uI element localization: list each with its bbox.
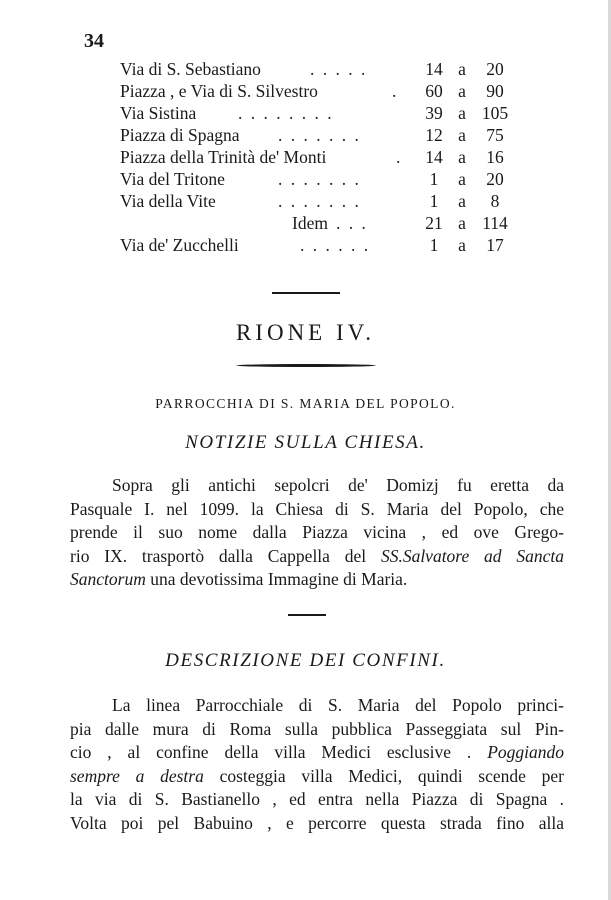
parish-title: PARROCCHIA DI S. MARIA DEL POPOLO.: [155, 396, 456, 411]
leader-dots: . . . . . . .: [278, 169, 361, 189]
middle-divider: [288, 614, 326, 616]
house-number-to: 20: [486, 59, 504, 79]
italic-segment: SS.Salvatore ad Sancta: [380, 545, 564, 566]
street-name: Via Sistina: [120, 103, 197, 123]
street-row: [120, 146, 520, 168]
street-name: Piazza di Spagna: [120, 125, 240, 145]
church-notes-paragraph: [70, 474, 564, 592]
top-divider: [272, 292, 340, 294]
street-name: Piazza , e Via di S. Silvestro: [120, 81, 318, 101]
text-line: [70, 568, 564, 592]
street-name: Piazza della Trinità de' Monti: [120, 147, 327, 167]
house-number-from: 12: [425, 125, 443, 145]
street-name: Via della Vite: [120, 191, 216, 211]
text-line: [70, 545, 564, 569]
street-row: [120, 102, 520, 124]
house-number-from: 21: [425, 213, 443, 233]
text-segment: cio , al confine della villa Medici esclusive .: [70, 742, 488, 762]
range-separator: a: [458, 147, 466, 167]
house-number-to: 16: [486, 147, 504, 167]
house-number-to: 114: [482, 213, 508, 233]
house-number-from: 60: [425, 81, 443, 101]
leader-dots: . . . . . . .: [278, 191, 361, 211]
house-number-to: 8: [490, 191, 500, 211]
leader-dots: . . . . . .: [300, 235, 371, 255]
range-separator: a: [458, 81, 466, 101]
italic-segment: sempre a destra: [70, 765, 204, 786]
house-number-from: 39: [425, 103, 443, 123]
text-segment: una devotissima Immagine di Maria.: [145, 569, 408, 589]
range-separator: a: [458, 125, 466, 145]
house-number-from: 14: [425, 147, 443, 167]
house-number-from: 14: [425, 59, 443, 79]
text-segment: costeggia villa Medici, quindi scende per: [203, 765, 564, 786]
text-line: pia dalle mura di Roma sulla pubblica Passeggiata sul Pin-: [70, 718, 564, 739]
house-number-from: 1: [429, 191, 439, 211]
italic-segment: Poggiando: [487, 742, 564, 762]
leader-dots: . . . . .: [310, 59, 368, 79]
church-notes-heading: NOTIZIE SULLA CHIESA.: [185, 432, 426, 453]
text-line: la via di S. Bastianello , ed entra nella Piazza di Spagna .: [70, 789, 564, 809]
street-name: Idem: [292, 213, 328, 233]
street-row: [120, 190, 520, 212]
house-number-to: 17: [486, 235, 504, 255]
house-number-to: 75: [486, 125, 504, 145]
text-line: Sopra gli antichi sepolcri de' Domizj fu eretta da: [112, 475, 564, 495]
text-line: Volta poi pel Babuino , e percorre questa strada fino alla: [70, 812, 564, 833]
text-line: Pasquale I. nel 1099. la Chiesa di S. Maria del Popolo, che: [70, 498, 564, 519]
range-separator: a: [458, 213, 466, 233]
section-heading: RIONE IV.: [235, 320, 376, 345]
house-number-to: 105: [481, 103, 509, 123]
street-row: [120, 58, 520, 80]
range-separator: a: [458, 169, 466, 189]
house-number-from: 1: [429, 235, 439, 255]
house-number-to: 20: [486, 169, 504, 189]
boundaries-heading: DESCRIZIONE DEI CONFINI.: [165, 650, 446, 671]
street-row: [120, 234, 520, 256]
heading-underline: [236, 364, 376, 367]
house-number-from: 1: [429, 169, 439, 189]
leader-dots: .: [396, 147, 403, 167]
street-row: [120, 212, 520, 234]
leader-dots: . . .: [336, 213, 368, 233]
house-number-to: 90: [486, 81, 504, 101]
leader-dots: . . . . . . . .: [238, 103, 334, 123]
street-row: [120, 80, 520, 102]
text-line: La linea Parrocchiale di S. Maria del Popolo princi-: [112, 695, 564, 715]
text-line: [70, 741, 564, 765]
leader-dots: . . . . . . .: [278, 125, 361, 145]
street-name: Via de' Zucchelli: [120, 235, 239, 255]
street-row: [120, 168, 520, 190]
street-name: Via di S. Sebastiano: [120, 59, 261, 79]
range-separator: a: [458, 59, 466, 79]
page-number: 34: [84, 30, 104, 52]
italic-segment: Sanctorum: [70, 569, 146, 589]
text-segment: rio IX. trasportò dalla Cappella del: [70, 545, 381, 566]
boundaries-paragraph: [70, 694, 564, 835]
range-separator: a: [458, 191, 466, 211]
street-table: [120, 58, 520, 256]
street-name: Via del Tritone: [120, 169, 225, 189]
range-separator: a: [458, 235, 466, 255]
leader-dots: .: [392, 81, 399, 101]
range-separator: a: [458, 103, 466, 123]
street-row: [120, 124, 520, 146]
text-line: prende il suo nome dalla Piazza vicina , ed ove Grego-: [70, 522, 564, 542]
text-line: [70, 765, 564, 789]
